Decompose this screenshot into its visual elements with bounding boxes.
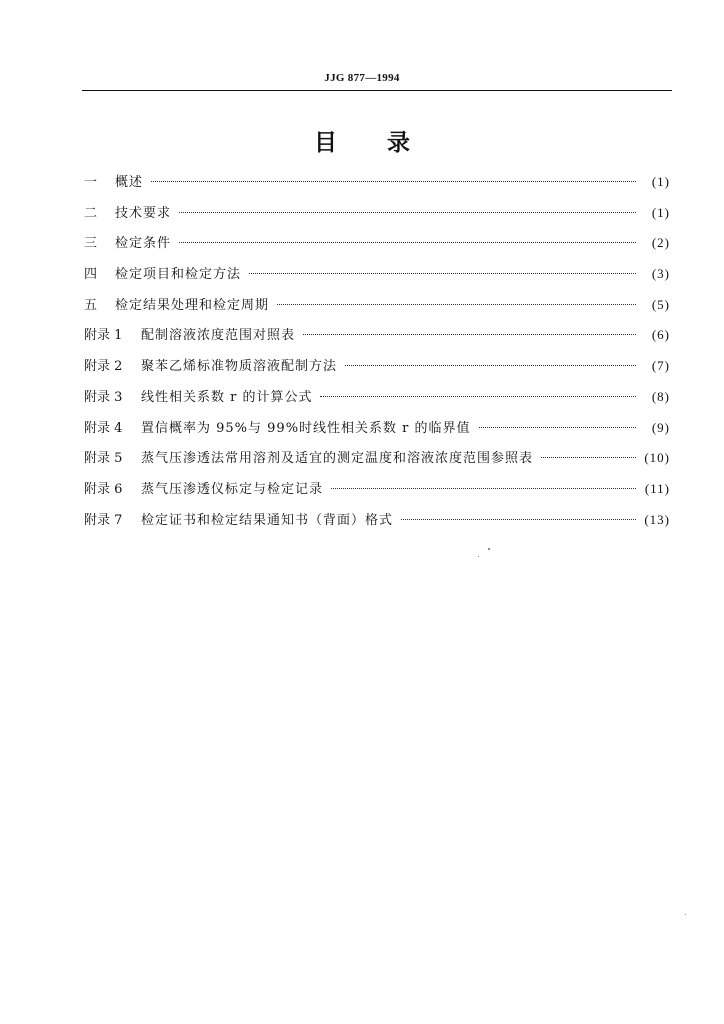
toc-entry-number: 五: [84, 297, 98, 313]
dot-leader: [249, 273, 636, 274]
scan-speck: [478, 556, 479, 557]
toc-entry[interactable]: [84, 264, 670, 295]
dot-leader: [179, 242, 636, 243]
toc-entry-page: (10): [644, 450, 670, 466]
toc-entry-page: (3): [651, 266, 670, 282]
toc-entry[interactable]: [84, 479, 670, 510]
toc-entry-title: 配制溶液浓度范围对照表: [141, 328, 296, 344]
toc-entry-number: 附录 7: [84, 512, 123, 528]
toc-entry-title: 线性相关系数 r 的计算公式: [141, 389, 313, 405]
toc-entry-title: 聚苯乙烯标准物质溶液配制方法: [141, 359, 338, 375]
toc-entry-title: 技术要求: [115, 205, 172, 221]
toc-entry[interactable]: [84, 325, 670, 356]
toc-entry-page: (5): [651, 296, 670, 312]
dot-leader: [151, 181, 636, 182]
toc-entry[interactable]: [84, 295, 670, 326]
toc-entry-page: (13): [644, 511, 670, 527]
toc-entry-title: 概述: [115, 175, 144, 190]
toc-entry-title: 检定证书和检定结果通知书（背面）格式: [141, 512, 394, 528]
toc-entry-number: 一: [84, 175, 98, 190]
dot-leader: [303, 334, 636, 335]
dot-leader: [320, 396, 636, 397]
toc-entry[interactable]: [84, 233, 670, 264]
toc-entry-number: 二: [84, 205, 98, 221]
toc-entry-title: 检定条件: [115, 236, 172, 252]
toc-entry-number: 三: [84, 236, 98, 252]
toc-entry[interactable]: [84, 203, 670, 234]
toc-entry-title: 蒸气压渗透法常用溶剂及适宜的测定温度和溶液浓度范围参照表: [141, 451, 534, 467]
toc-title: 目录: [314, 129, 460, 156]
toc-entry-title: 置信概率为 95%与 99%时线性相关系数 r 的临界值: [141, 420, 471, 436]
toc-entry-title: 蒸气压渗透仪标定与检定记录: [141, 481, 324, 497]
toc-entry-number: 附录 1: [84, 328, 123, 344]
header-rule: [82, 90, 672, 91]
toc-entry-page: (7): [651, 358, 670, 374]
standard-code: JJG 877—1994: [324, 72, 400, 84]
toc-entry-number: 附录 2: [84, 359, 123, 375]
toc-entry[interactable]: [84, 448, 670, 479]
dot-leader: [331, 488, 636, 489]
scan-speck: [685, 914, 686, 915]
toc-entry-page: (1): [651, 174, 670, 189]
toc-entry-page: (6): [651, 327, 670, 343]
toc-entry-number: 四: [84, 267, 98, 283]
dot-leader: [541, 457, 636, 458]
toc-entry-page: (8): [651, 388, 670, 404]
toc-entry-page: (11): [644, 480, 670, 496]
toc-entry[interactable]: [84, 387, 670, 418]
toc-entry-number: 附录 5: [84, 451, 123, 467]
toc-entry-title: 检定项目和检定方法: [115, 267, 242, 283]
dot-leader: [401, 519, 636, 520]
toc-list: [84, 172, 670, 540]
toc-entry-number: 附录 3: [84, 389, 123, 405]
toc-entry-page: (1): [651, 204, 670, 220]
toc-entry[interactable]: [84, 510, 670, 541]
toc-entry[interactable]: [84, 356, 670, 387]
toc-entry-number: 附录 4: [84, 420, 123, 436]
dot-leader: [179, 212, 636, 213]
toc-entry-number: 附录 6: [84, 481, 123, 497]
scan-speck: [488, 548, 490, 550]
toc-entry[interactable]: [84, 418, 670, 449]
toc-entry-page: (2): [651, 235, 670, 251]
dot-leader: [345, 365, 636, 366]
toc-entry[interactable]: [84, 172, 670, 203]
dot-leader: [277, 304, 636, 305]
dot-leader: [479, 427, 636, 428]
toc-entry-title: 检定结果处理和检定周期: [115, 297, 270, 313]
toc-entry-page: (9): [651, 419, 670, 435]
